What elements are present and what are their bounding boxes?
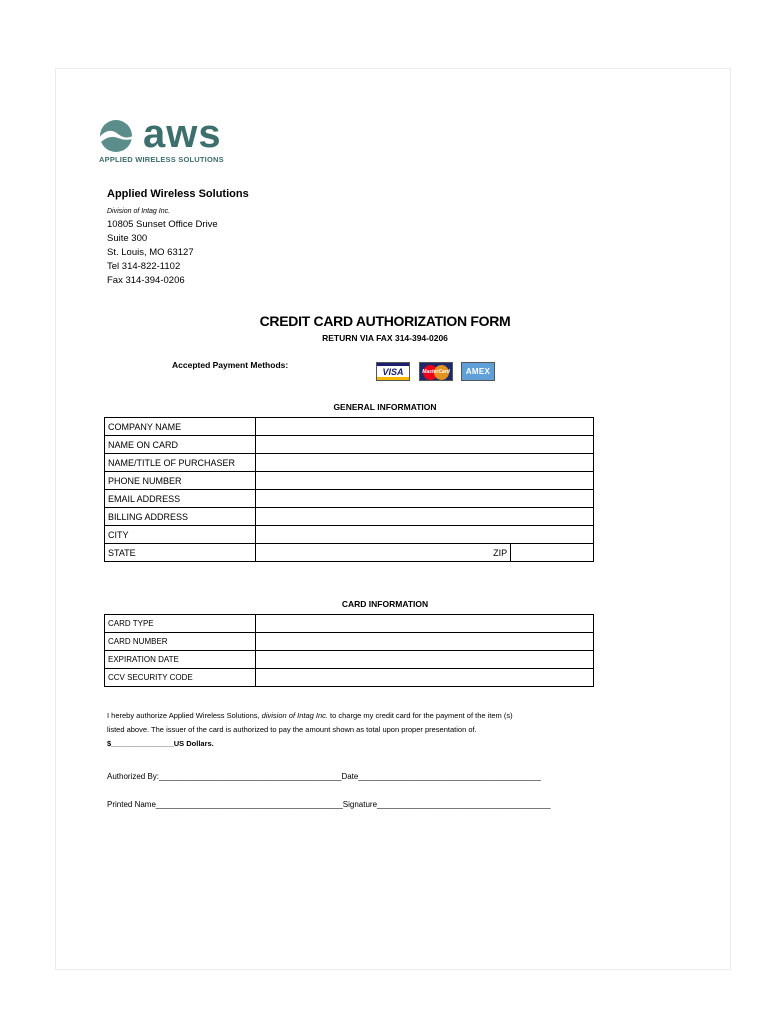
table-row xyxy=(105,418,594,436)
name-on-card-field[interactable] xyxy=(255,436,593,454)
phone-line: Tel 314-822-1102 xyxy=(107,261,181,272)
logo-subtitle: APPLIED WIRELESS SOLUTIONS xyxy=(99,155,224,164)
zip-label: ZIP xyxy=(493,547,508,558)
table-row xyxy=(105,526,594,544)
authorization-line-2: listed above. The issuer of the card is authorized to pay the amount shown as total upon proper presentation of. xyxy=(107,725,477,734)
row-label: NAME/TITLE OF PURCHASER xyxy=(105,454,256,472)
row-label: STATE xyxy=(105,544,256,562)
amex-logo-icon: AMEX xyxy=(461,362,495,381)
city-field[interactable] xyxy=(255,526,593,544)
zip-field[interactable] xyxy=(511,544,594,562)
row-label: CCV SECURITY CODE xyxy=(105,669,256,687)
table-row xyxy=(105,490,594,508)
card-info-heading: CARD INFORMATION xyxy=(341,599,429,609)
division-text: Division of Intag Inc. xyxy=(107,208,171,215)
company-name: Applied Wireless Solutions xyxy=(107,188,249,200)
phone-field[interactable] xyxy=(255,472,593,490)
billing-address-field[interactable] xyxy=(255,508,593,526)
mastercard-logo-icon: MasterCard xyxy=(419,362,453,381)
address-line: Suite 300 xyxy=(107,233,148,244)
card-number-field[interactable] xyxy=(256,633,594,651)
return-fax: RETURN VIA FAX 314-394-0206 xyxy=(322,333,448,343)
row-label: CARD TYPE xyxy=(105,615,256,633)
card-type-field[interactable] xyxy=(256,615,594,633)
row-label: COMPANY NAME xyxy=(105,418,256,436)
visa-logo-icon: VISA xyxy=(376,362,410,381)
wave-logo-icon xyxy=(98,118,142,154)
logo-wordmark: aws xyxy=(143,112,222,156)
address-line: 10805 Sunset Office Drive xyxy=(107,219,218,230)
address-line: St. Louis, MO 63127 xyxy=(107,247,194,258)
email-field[interactable] xyxy=(255,490,593,508)
general-info-heading: GENERAL INFORMATION xyxy=(333,402,437,412)
fax-line: Fax 314-394-0206 xyxy=(107,275,185,286)
accepted-methods-label: Accepted Payment Methods: xyxy=(172,360,289,370)
table-row xyxy=(105,472,594,490)
card-info-table xyxy=(104,614,594,687)
ccv-field[interactable] xyxy=(256,669,594,687)
table-row xyxy=(105,615,594,633)
row-label: CITY xyxy=(105,526,256,544)
authorized-by-date-line[interactable]: Authorized By:_________________________________________Date_________________________________________ xyxy=(107,772,541,781)
company-name-field[interactable] xyxy=(255,418,593,436)
row-label: EMAIL ADDRESS xyxy=(105,490,256,508)
aws-logo xyxy=(98,112,228,166)
table-row xyxy=(105,544,594,562)
general-info-table xyxy=(104,417,594,562)
table-row xyxy=(105,633,594,651)
table-row xyxy=(105,651,594,669)
row-label: NAME ON CARD xyxy=(105,436,256,454)
row-label: CARD NUMBER xyxy=(105,633,256,651)
row-label: PHONE NUMBER xyxy=(105,472,256,490)
state-field[interactable] xyxy=(255,544,510,562)
row-label: BILLING ADDRESS xyxy=(105,508,256,526)
form-title: CREDIT CARD AUTHORIZATION FORM xyxy=(259,313,511,329)
table-row xyxy=(105,454,594,472)
table-row xyxy=(105,436,594,454)
table-row xyxy=(105,508,594,526)
authorization-line-1: I hereby authorize Applied Wireless Solutions, division of Intag Inc. to charge my credit card for the payment of the item (s) xyxy=(107,711,513,720)
amount-line[interactable]: $_______________US Dollars. xyxy=(107,739,214,748)
purchaser-field[interactable] xyxy=(255,454,593,472)
table-row xyxy=(105,669,594,687)
expiration-date-field[interactable] xyxy=(256,651,594,669)
row-label: EXPIRATION DATE xyxy=(105,651,256,669)
printed-name-signature-line[interactable]: Printed Name__________________________________________Signature_______________________________________ xyxy=(107,800,551,809)
